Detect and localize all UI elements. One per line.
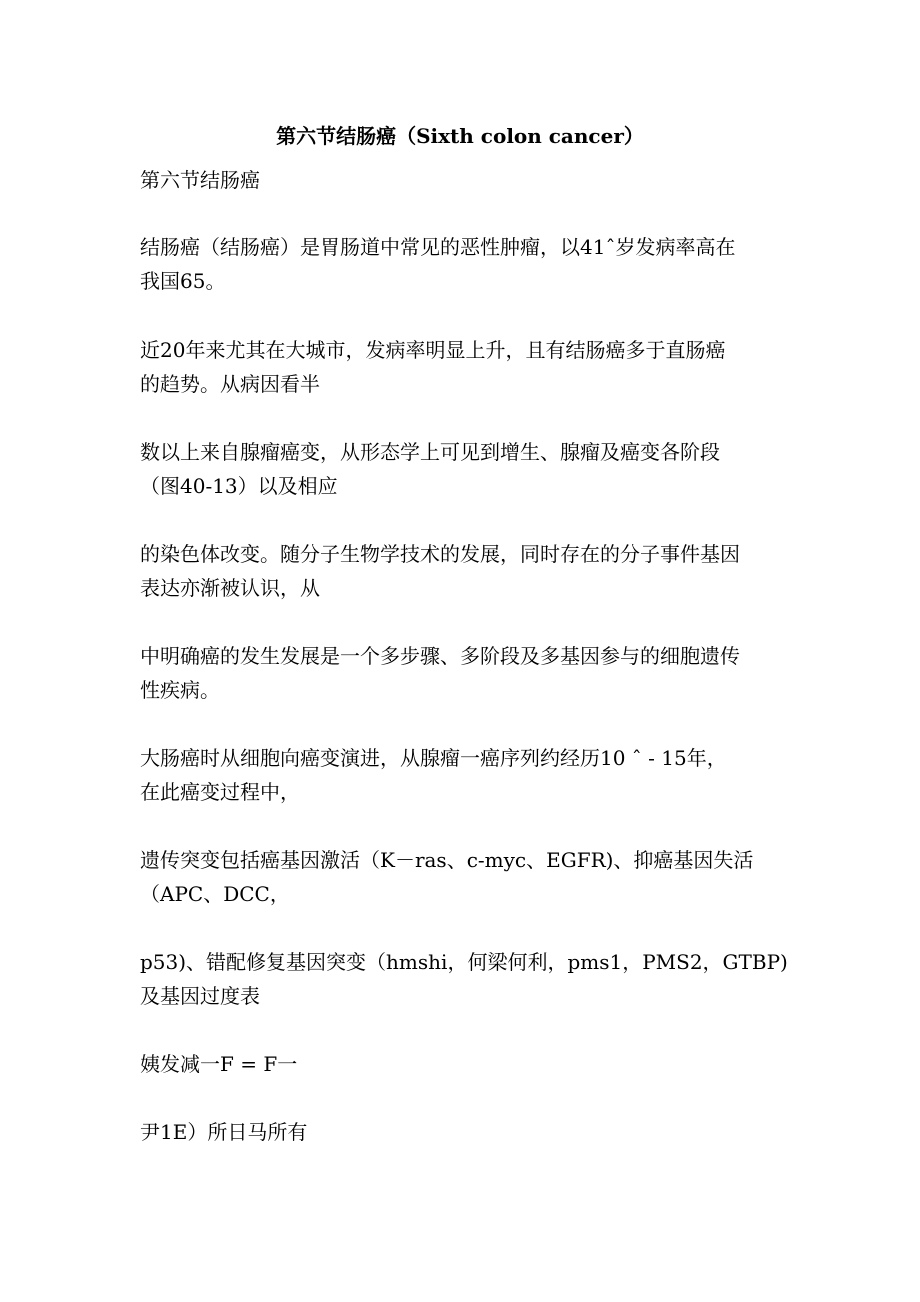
paragraph-4 — [140, 537, 790, 605]
paragraph-8 — [140, 945, 790, 1013]
paragraph-line: 数以上来自腺瘤癌变，从形态学上可见到增生、腺瘤及癌变各阶段 — [140, 440, 720, 464]
paragraph-6 — [140, 741, 790, 809]
paragraph-line: 姨发减一F = F一 — [140, 1052, 298, 1076]
paragraph-line: 中明确癌的发生发展是一个多步骤、多阶段及多基因参与的细胞遗传 — [140, 644, 740, 668]
paragraph-line: 遗传突变包括癌基因激活（K－ras、c-myc、EGFR)、抑癌基因失活 — [140, 848, 754, 872]
paragraph-10 — [140, 1115, 790, 1149]
paragraph-line: 尹1E）所日马所有 — [140, 1120, 308, 1144]
paragraph-line: 结肠癌（结肠癌）是胃肠道中常见的恶性肿瘤，以41ˆ岁发病率高在 — [140, 235, 736, 259]
paragraph-line: （APC、DCC， — [140, 882, 290, 906]
paragraph-line: 近20年来尤其在大城市，发病率明显上升，且有结肠癌多于直肠癌 — [140, 338, 726, 362]
paragraph-line: 的趋势。从病因看半 — [140, 372, 320, 396]
paragraph-line: 表达亦渐被认识，从 — [140, 576, 320, 600]
paragraph-line: p53)、错配修复基因突变（hmshi，何梁何利，pms1，PMS2，GTBP) — [140, 950, 788, 974]
paragraph-line: 及基因过度表 — [140, 984, 260, 1008]
section-subtitle: 第六节结肠癌 — [140, 168, 260, 192]
paragraph-line: 在此癌变过程中， — [140, 780, 300, 804]
paragraph-1 — [140, 230, 790, 298]
paragraph-line: 我国65。 — [140, 269, 226, 293]
paragraph-line: 的染色体改变。随分子生物学技术的发展，同时存在的分子事件基因 — [140, 542, 740, 566]
paragraph-line: 性疾病。 — [140, 678, 220, 702]
paragraph-3 — [140, 435, 790, 503]
document-title: 第六节结肠癌（Sixth colon cancer） — [276, 124, 644, 148]
paragraph-5 — [140, 639, 790, 707]
paragraph-9 — [140, 1047, 790, 1081]
paragraph-line: 大肠癌时从细胞向癌变演进，从腺瘤一癌序列约经历10 ˆ - 15年， — [140, 746, 727, 770]
paragraph-line: （图40-13）以及相应 — [140, 474, 338, 498]
paragraph-7 — [140, 843, 790, 911]
paragraph-2 — [140, 333, 790, 401]
